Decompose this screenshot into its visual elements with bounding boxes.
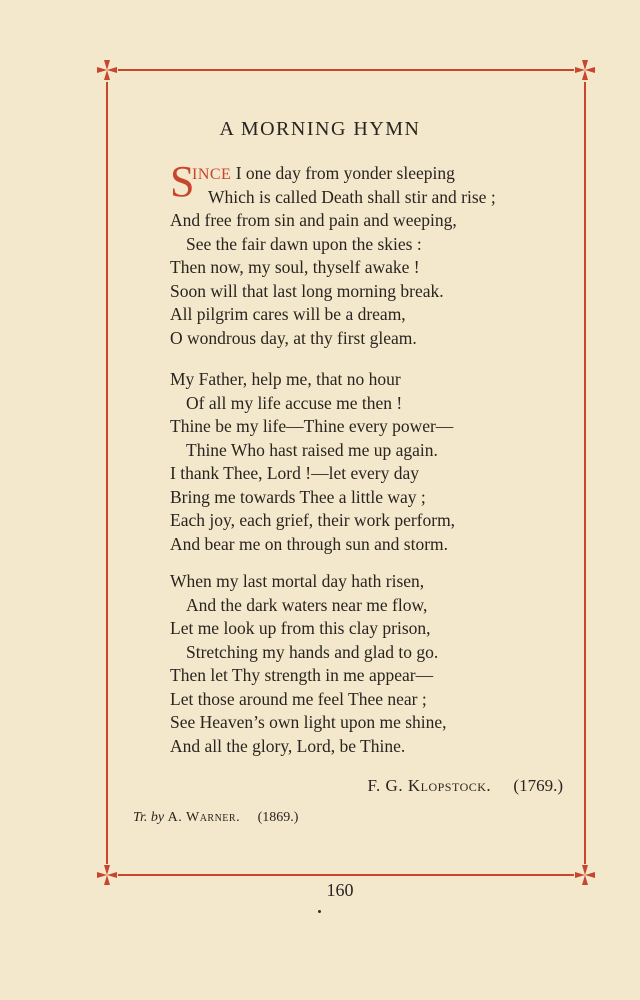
poem-line: And all the glory, Lord, be Thine. — [170, 735, 406, 756]
page-number: 160 — [326, 880, 354, 900]
poem-line: Let me look up from this clay prison, — [170, 618, 431, 638]
author-name: F. G. Klopstock. — [367, 776, 492, 795]
poem-line: My Father, help me, that no hour — [170, 369, 401, 389]
poem-line: Stretching my hands and glad to go. — [186, 641, 439, 662]
poem-line: When my last mortal day hath risen, — [170, 571, 425, 591]
poem-line: Each joy, each grief, their work perform, — [170, 510, 456, 530]
author-attribution — [0, 776, 563, 796]
translator-credit — [133, 810, 298, 826]
poem-line: See Heaven’s own light upon me shine, — [170, 712, 447, 732]
first-line-caps: INCE — [192, 166, 232, 183]
poem-line: See the fair dawn upon the skies : — [186, 233, 422, 254]
translator-name: A. Warner. — [167, 810, 241, 825]
translation-year: (1869.) — [257, 810, 299, 825]
ink-speck — [318, 910, 321, 913]
poem-line: Soon will that last long morning break. — [170, 280, 444, 301]
stanza-1 — [170, 157, 570, 350]
poem-title: A MORNING HYMN — [219, 118, 421, 140]
first-line-text: I one day from yonder sleeping — [231, 163, 455, 183]
poem-line: Thine be my life—Thine every power— — [170, 416, 454, 436]
frame-right-rule — [584, 82, 586, 864]
stanza-3 — [170, 570, 570, 758]
poem-line: O wondrous day, at thy first gleam. — [170, 327, 417, 348]
author-year: (1769.) — [513, 776, 563, 795]
poem-line: Which is called Death shall stir and rise ; — [208, 186, 496, 207]
poem-line: All pilgrim cares will be a dream, — [170, 304, 406, 324]
frame-left-rule — [106, 82, 108, 864]
poem-line: Let those around me feel Thee near ; — [170, 688, 427, 709]
corner-cross-icon — [573, 58, 597, 82]
poem-line: Then let Thy strength in me appear— — [170, 665, 434, 685]
poem-line: Bring me towards Thee a little way ; — [170, 486, 426, 507]
translator-prefix: Tr. by — [133, 810, 165, 825]
corner-cross-icon — [95, 58, 119, 82]
poem-line: And free from sin and pain and weeping, — [170, 210, 457, 230]
stanza-2 — [170, 368, 570, 556]
poem-line: And bear me on through sun and storm. — [170, 533, 449, 554]
poem-line: Then now, my soul, thyself awake ! — [170, 257, 420, 277]
poem-line: I thank Thee, Lord !—let every day — [170, 463, 419, 483]
poem-line: Of all my life accuse me then ! — [186, 392, 403, 413]
frame-top-rule — [118, 69, 574, 71]
poem-line: And the dark waters near me flow, — [186, 594, 428, 615]
frame-bottom-rule — [118, 874, 574, 876]
poem-line: Thine Who hast raised me up again. — [186, 439, 438, 460]
drop-cap: S — [170, 157, 195, 206]
